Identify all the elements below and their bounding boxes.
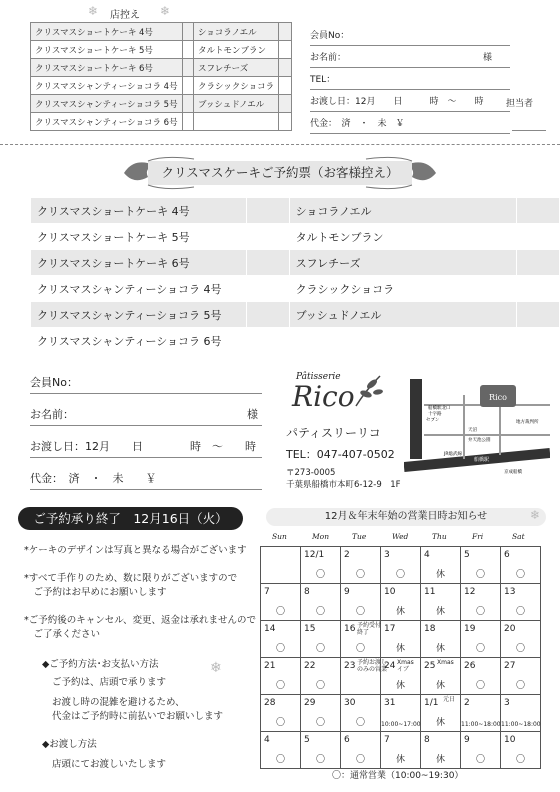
- postal-code: 〒273-0005: [286, 468, 336, 478]
- calendar-status: 休: [395, 681, 405, 691]
- store-table-row: [31, 41, 292, 59]
- calendar-date: 13: [504, 587, 516, 597]
- store-item-cell: ブッシュドノエル: [193, 95, 278, 113]
- calendar-week-row: [261, 584, 541, 621]
- calendar-date: 6: [344, 735, 350, 745]
- calendar-note: 元日: [443, 696, 456, 703]
- store-qty-cell[interactable]: [279, 95, 292, 113]
- snowflake-icon: ❄: [160, 4, 171, 18]
- store-order-form: [310, 24, 510, 134]
- name-label: お名前：: [30, 408, 74, 421]
- calendar-date: 11: [424, 587, 436, 597]
- calendar-day-cell: [301, 621, 341, 658]
- member-no-label: 会員No：: [310, 31, 350, 41]
- customer-item-cell: クリスマスショートケーキ 5号: [31, 224, 247, 250]
- map-label: 船橋駅: [474, 457, 490, 463]
- calendar-status: 〇: [315, 681, 325, 691]
- customer-qty-cell[interactable]: [247, 224, 290, 250]
- calendar-day-cell: [261, 584, 301, 621]
- calendar-date: 6: [504, 550, 510, 560]
- shop-address: [286, 467, 401, 491]
- calendar-date: 10: [384, 587, 396, 597]
- calendar-day-cell: [461, 658, 501, 695]
- store-table-row: [31, 95, 292, 113]
- customer-item-cell: クラシックショコラ: [289, 276, 517, 302]
- store-member-no-field[interactable]: [310, 24, 510, 46]
- calendar-day-cell: [501, 584, 541, 621]
- calendar-status: 〇: [355, 755, 365, 765]
- staff-field[interactable]: [512, 110, 546, 131]
- customer-table-row: [31, 250, 560, 276]
- calendar-date: 5: [464, 550, 470, 560]
- calendar-day-cell: [381, 621, 421, 658]
- payment-label: 代金： 済 ・ 未 ￥: [30, 472, 157, 485]
- store-item-cell: クラシックショコラ: [193, 77, 278, 95]
- calendar-status: 〇: [355, 718, 365, 728]
- method-line: ご予約は、店頭で承ります: [52, 677, 167, 688]
- calendar-day-cell: [421, 584, 461, 621]
- calendar-date: 10: [504, 735, 516, 745]
- customer-qty-cell[interactable]: [247, 198, 290, 224]
- day-of-week-label: Thu: [432, 532, 447, 541]
- calendar-day-cell: [501, 658, 541, 695]
- store-qty-cell[interactable]: [182, 41, 193, 59]
- calendar-date: 8: [304, 587, 310, 597]
- calendar-date: 18: [424, 624, 436, 634]
- calendar-date: 30: [344, 698, 356, 708]
- calendar-status: 休: [435, 681, 445, 691]
- calendar-date: 4: [424, 550, 430, 560]
- store-payment-field[interactable]: [310, 112, 510, 134]
- name-label: お名前：: [310, 53, 347, 63]
- calendar-status: 〇: [515, 607, 525, 617]
- tel-label: TEL：: [310, 75, 336, 85]
- calendar-status: 〇: [515, 644, 525, 654]
- customer-item-cell: クリスマスショートケーキ 4号: [31, 198, 247, 224]
- calendar-date: 2: [464, 698, 470, 708]
- customer-order-table: [30, 197, 560, 354]
- calendar-day-cell: [341, 732, 381, 769]
- calendar-day-cell: [341, 621, 381, 658]
- calendar-date: 29: [304, 698, 316, 708]
- calendar-date: 27: [504, 661, 516, 671]
- store-qty-cell[interactable]: [182, 113, 193, 131]
- calendar-status: 〇: [275, 644, 285, 654]
- day-of-week-label: Wed: [392, 532, 409, 541]
- customer-qty-cell[interactable]: [247, 328, 290, 354]
- calendar-date: 24: [384, 661, 396, 671]
- calendar-day-cell: [461, 621, 501, 658]
- calendar-date: 3: [504, 698, 510, 708]
- calendar-day-cell: [301, 732, 341, 769]
- calendar-date: 28: [264, 698, 276, 708]
- calendar-day-cell: [381, 547, 421, 584]
- calendar-date: 5: [304, 735, 310, 745]
- calendar-status: 〇: [275, 607, 285, 617]
- delivery-label: お渡し日：12月 日 時 ～ 時: [310, 97, 484, 107]
- note-line: *ご予約後のキャンセル、変更、返金は承れませんので: [24, 615, 256, 626]
- method-heading: ◆ご予約方法･お支払い方法: [42, 659, 159, 670]
- map-label: 地方裁判所: [516, 420, 539, 425]
- calendar-date: 2: [344, 550, 350, 560]
- calendar-week-row: [261, 732, 541, 769]
- calendar-day-cell: [341, 658, 388, 695]
- member-no-label: 会員No：: [30, 376, 78, 389]
- calendar-date: 16: [344, 624, 356, 634]
- map-road-vertical: [410, 379, 422, 459]
- store-name-field[interactable]: [310, 46, 510, 68]
- calendar-date: 15: [304, 624, 316, 634]
- calendar-date: 19: [464, 624, 476, 634]
- calendar-status: 休: [395, 607, 405, 617]
- calendar-date: 4: [264, 735, 270, 745]
- calendar-day-cell: [421, 621, 461, 658]
- calendar-week-row: [261, 695, 541, 732]
- calendar-date: 22: [304, 661, 316, 671]
- day-of-week-label: Sat: [512, 532, 525, 541]
- calendar-status: 〇: [515, 570, 525, 580]
- calendar-week-row: [261, 547, 541, 584]
- store-qty-cell[interactable]: [182, 23, 193, 41]
- logo-subtitle: Pâtisserie: [296, 372, 341, 382]
- calendar-status: 〇: [275, 718, 285, 728]
- customer-table-row: [31, 224, 560, 250]
- customer-item-cell: [289, 328, 517, 354]
- payment-label: 代金： 済 ・ 未 ￥: [310, 119, 405, 129]
- calendar-day-cell: [301, 584, 341, 621]
- map-label: 京成船橋: [504, 470, 522, 475]
- calendar-status: 〇: [315, 755, 325, 765]
- store-table-row: [31, 59, 292, 77]
- payment-field[interactable]: [30, 467, 262, 490]
- store-table-row: [31, 113, 292, 131]
- calendar-date: 21: [264, 661, 276, 671]
- calendar-day-cell: [381, 695, 421, 732]
- leaf-icon: [352, 372, 386, 408]
- calendar-day-cell: [501, 732, 541, 769]
- name-suffix: 様: [482, 53, 492, 63]
- calendar-status: 休: [395, 644, 405, 654]
- calendar-day-cell: [501, 547, 541, 584]
- calendar-status: 〇: [315, 718, 325, 728]
- calendar-date: 31: [384, 698, 396, 708]
- note-line: ご予約はお早めにお願いします: [24, 587, 167, 598]
- deadline-badge: ご予約承り終了 12月16日（火）: [18, 507, 243, 530]
- store-item-cell: クリスマスショートケーキ 6号: [31, 59, 183, 77]
- calendar-note: Xmas: [437, 659, 454, 666]
- calendar-status: 〇: [275, 755, 285, 765]
- store-qty-cell[interactable]: [279, 77, 292, 95]
- calendar-date: 23: [344, 661, 356, 671]
- cut-line: [0, 144, 560, 145]
- calendar-day-cell: [261, 658, 301, 695]
- calendar-day-cell: [261, 695, 301, 732]
- customer-table-row: [31, 198, 560, 224]
- calendar-status: 〇: [315, 644, 325, 654]
- pickup-heading: ◆お渡し方法: [42, 739, 97, 750]
- calendar-day-cell: [261, 621, 301, 658]
- customer-item-cell: ブッシュドノエル: [289, 302, 517, 328]
- store-qty-cell[interactable]: [182, 59, 193, 77]
- customer-item-cell: クリスマスシャンティーショコラ 4号: [31, 276, 247, 302]
- calendar-title: 12月＆年末年始の営業日時お知らせ: [266, 508, 546, 526]
- calendar-legend: 〇：通常営業（10:00~19:30）: [332, 771, 464, 781]
- calendar-day-cell: [261, 732, 301, 769]
- map-label: 十字路: [428, 412, 442, 417]
- member-no-field[interactable]: [30, 371, 262, 394]
- calendar-day-cell: [501, 621, 541, 658]
- calendar-week-row: [261, 621, 541, 658]
- shop-tel: TEL：047-407-0502: [286, 448, 395, 461]
- calendar-status: 休: [435, 718, 445, 728]
- snowflake-icon: ❄: [88, 4, 99, 18]
- store-qty-cell[interactable]: [279, 23, 292, 41]
- calendar-status: 休: [395, 755, 405, 765]
- calendar-note: 予約お渡し のみの営業: [357, 659, 388, 673]
- calendar-day-cell: [461, 732, 501, 769]
- calendar-status: 〇: [315, 607, 325, 617]
- store-copy-caption: 店控え: [110, 10, 140, 21]
- customer-item-cell: クリスマスショートケーキ 6号: [31, 250, 247, 276]
- calendar-date: 12/1: [304, 550, 325, 560]
- store-copy-table: [30, 22, 292, 131]
- map-shop-label: Rico: [489, 393, 507, 402]
- customer-table-row: [31, 302, 560, 328]
- calendar-status: 〇: [315, 570, 325, 580]
- calendar-date: 26: [464, 661, 476, 671]
- calendar-day-cell: [461, 547, 501, 584]
- calendar-day-cell: [381, 658, 421, 695]
- store-delivery-field[interactable]: [310, 90, 510, 112]
- note-line: *ケーキのデザインは写真と異なる場合がございます: [24, 545, 247, 556]
- customer-item-cell: スフレチーズ: [289, 250, 517, 276]
- calendar-status: 〇: [475, 681, 485, 691]
- calendar-day-cell: [301, 695, 341, 732]
- snowflake-icon: ❄: [210, 660, 222, 676]
- calendar-day-cell: [381, 584, 421, 621]
- calendar-day-cell: [461, 584, 501, 621]
- customer-qty-cell[interactable]: [247, 276, 290, 302]
- calendar-day-cell: [421, 658, 461, 695]
- customer-qty-cell[interactable]: [517, 276, 560, 302]
- calendar-week-row: [261, 658, 541, 695]
- store-qty-cell[interactable]: [279, 113, 292, 131]
- calendar-status: 休: [435, 570, 445, 580]
- store-item-cell: クリスマスシャンティーショコラ 4号: [31, 77, 183, 95]
- store-item-cell: クリスマスシャンティーショコラ 6号: [31, 113, 183, 131]
- customer-item-cell: タルトモンブラン: [289, 224, 517, 250]
- calendar-status: 休: [435, 644, 445, 654]
- calendar-day-cell: [341, 695, 381, 732]
- store-table-row: [31, 77, 292, 95]
- customer-qty-cell[interactable]: [517, 328, 560, 354]
- store-item-cell: [193, 113, 278, 131]
- note-line: *すべて手作りのため、数に限りがございますので: [24, 573, 238, 584]
- calendar-status: 〇: [475, 755, 485, 765]
- map-label: 弁天池公園: [468, 438, 491, 443]
- calendar-date: 9: [464, 735, 470, 745]
- store-item-cell: スフレチーズ: [193, 59, 278, 77]
- address-line: 千葉県船橋市本町6-12-9 1F: [286, 480, 401, 490]
- store-item-cell: ショコラノエル: [193, 23, 278, 41]
- method-line: お渡し時の混雑を避けるため、: [52, 697, 185, 708]
- banner-title: クリスマスケーキご予約票（お客様控え）: [161, 165, 399, 180]
- customer-qty-cell[interactable]: [517, 250, 560, 276]
- day-of-week-label: Mon: [312, 532, 330, 541]
- shop-name: パティスリーリコ: [286, 426, 381, 440]
- customer-qty-cell[interactable]: [517, 198, 560, 224]
- store-qty-cell[interactable]: [279, 41, 292, 59]
- pickup-line: 店頭にてお渡しいたします: [52, 759, 167, 770]
- calendar-note: 予約受付 終了: [357, 622, 382, 636]
- calendar-date: 1/1: [424, 698, 439, 708]
- map-label: 船橋駅北口: [428, 406, 451, 411]
- store-qty-cell[interactable]: [182, 77, 193, 95]
- map-label: JR総武線: [444, 452, 462, 457]
- name-suffix: 様: [247, 408, 258, 421]
- calendar-note: Xmas イブ: [397, 659, 414, 673]
- calendar-date: 7: [384, 735, 390, 745]
- note-line: ご了承ください: [24, 629, 101, 640]
- calendar-day-cell: [501, 695, 541, 732]
- day-of-week-label: Fri: [472, 532, 484, 541]
- name-field[interactable]: [30, 403, 262, 426]
- calendar-date: 25: [424, 661, 436, 671]
- store-item-cell: クリスマスショートケーキ 4号: [31, 23, 183, 41]
- map-label: セブン: [426, 418, 440, 423]
- store-tel-field[interactable]: [310, 68, 510, 90]
- map-label: 天沼: [468, 428, 477, 433]
- calendar-day-cell: [381, 732, 421, 769]
- calendar-date: 17: [384, 624, 396, 634]
- snowflake-icon: ❄: [530, 508, 541, 522]
- shop-map: [404, 375, 550, 485]
- store-item-cell: クリスマスシャンティーショコラ 5号: [31, 95, 183, 113]
- reservation-banner: [104, 155, 456, 191]
- calendar-day-cell: [301, 658, 341, 695]
- calendar-status: 〇: [475, 644, 485, 654]
- calendar-status: 〇: [355, 607, 365, 617]
- calendar-status: 10:00~17:00: [381, 721, 421, 728]
- customer-item-cell: クリスマスシャンティーショコラ 5号: [31, 302, 247, 328]
- calendar-date: 9: [344, 587, 350, 597]
- store-item-cell: タルトモンブラン: [193, 41, 278, 59]
- calendar-status: 〇: [515, 755, 525, 765]
- delivery-field[interactable]: [30, 435, 262, 458]
- calendar-status: 〇: [395, 570, 405, 580]
- staff-label: 担当者: [506, 99, 534, 109]
- calendar-status: 〇: [475, 570, 485, 580]
- calendar-day-cell: [421, 695, 461, 732]
- calendar-status: 〇: [475, 607, 485, 617]
- customer-item-cell: クリスマスシャンティーショコラ 6号: [31, 328, 247, 354]
- calendar-day-cell: [261, 547, 301, 584]
- customer-table-row: [31, 328, 560, 354]
- calendar-day-cell: [341, 547, 381, 584]
- day-of-week-label: Tue: [352, 532, 367, 541]
- calendar-status: 〇: [355, 570, 365, 580]
- store-item-cell: クリスマスショートケーキ 5号: [31, 41, 183, 59]
- calendar-status: 11:00~18:00: [461, 721, 501, 728]
- customer-qty-cell[interactable]: [247, 302, 290, 328]
- calendar-day-cell: [301, 547, 341, 584]
- day-of-week-label: Sun: [272, 532, 287, 541]
- calendar-day-cell: [461, 695, 501, 732]
- calendar-date: 7: [264, 587, 270, 597]
- shop-logo: Rico: [292, 380, 355, 413]
- calendar-status: 〇: [355, 644, 365, 654]
- store-qty-cell[interactable]: [182, 95, 193, 113]
- calendar-day-cell: [341, 584, 381, 621]
- customer-table-row: [31, 276, 560, 302]
- calendar-day-cell: [421, 547, 461, 584]
- delivery-time-label: 時 ～ 時: [190, 440, 256, 453]
- store-table-row: [31, 23, 292, 41]
- calendar-status: 〇: [515, 681, 525, 691]
- calendar-status: 休: [435, 755, 445, 765]
- calendar-status: 休: [435, 607, 445, 617]
- calendar-date: 20: [504, 624, 516, 634]
- calendar-status: 11:00~18:00: [501, 721, 541, 728]
- business-calendar: [260, 546, 541, 769]
- customer-qty-cell[interactable]: [517, 302, 560, 328]
- calendar-status: 〇: [275, 681, 285, 691]
- calendar-day-cell: [421, 732, 461, 769]
- calendar-date: 3: [384, 550, 390, 560]
- delivery-date-label: お渡し日：12月 日: [30, 440, 143, 453]
- customer-item-cell: ショコラノエル: [289, 198, 517, 224]
- store-qty-cell[interactable]: [279, 59, 292, 77]
- method-line: 代金はご予約時に前払いでお願いします: [52, 711, 224, 722]
- customer-qty-cell[interactable]: [517, 224, 560, 250]
- calendar-date: 14: [264, 624, 276, 634]
- calendar-date: 8: [424, 735, 430, 745]
- calendar-date: 12: [464, 587, 476, 597]
- customer-qty-cell[interactable]: [247, 250, 290, 276]
